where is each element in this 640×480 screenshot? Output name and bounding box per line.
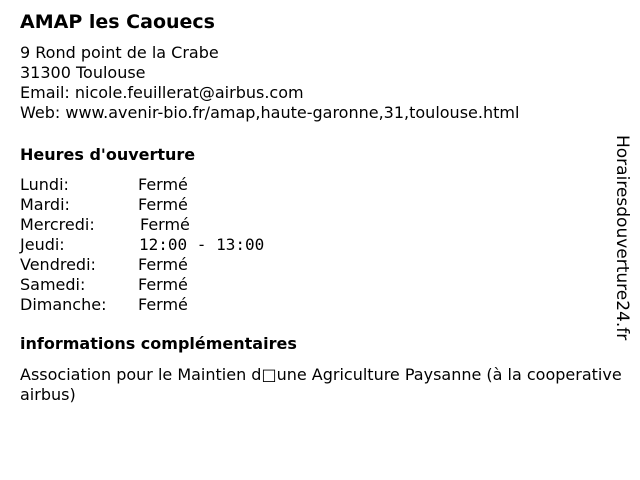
day-label: Dimanche: bbox=[20, 295, 107, 314]
opening-hours-heading: Heures d'ouverture bbox=[20, 145, 196, 164]
contact-block bbox=[20, 43, 519, 123]
business-name: AMAP les Caouecs bbox=[20, 11, 215, 33]
hours-value: 12:00 - 13:00 bbox=[139, 235, 265, 254]
day-label: Vendredi: bbox=[20, 255, 96, 274]
additional-info-heading: informations complémentaires bbox=[20, 334, 297, 353]
hours-value: Fermé bbox=[138, 175, 188, 194]
day-label: Mardi: bbox=[20, 195, 70, 214]
hours-value: Fermé bbox=[140, 215, 190, 234]
hours-value: Fermé bbox=[138, 275, 188, 294]
address-line-1: 9 Rond point de la Crabe bbox=[20, 43, 219, 62]
site-watermark: Horairesdouverture24.fr bbox=[612, 135, 632, 341]
hours-value: Fermé bbox=[138, 195, 188, 214]
email-line[interactable]: Email: nicole.feuillerat@airbus.com bbox=[20, 83, 304, 102]
day-label: Lundi: bbox=[20, 175, 69, 194]
web-line[interactable]: Web: www.avenir-bio.fr/amap,haute-garonne,31,toulouse.html bbox=[20, 103, 520, 122]
hours-value: Fermé bbox=[138, 295, 188, 314]
hours-value: Fermé bbox=[138, 255, 188, 274]
day-label: Jeudi: bbox=[20, 235, 65, 254]
day-label: Samedi: bbox=[20, 275, 86, 294]
address-line-2: 31300 Toulouse bbox=[20, 63, 146, 82]
additional-info-text: Association pour le Maintien d□une Agriculture Paysanne (à la cooperative airbus) bbox=[20, 365, 622, 404]
day-label: Mercredi: bbox=[20, 215, 95, 234]
